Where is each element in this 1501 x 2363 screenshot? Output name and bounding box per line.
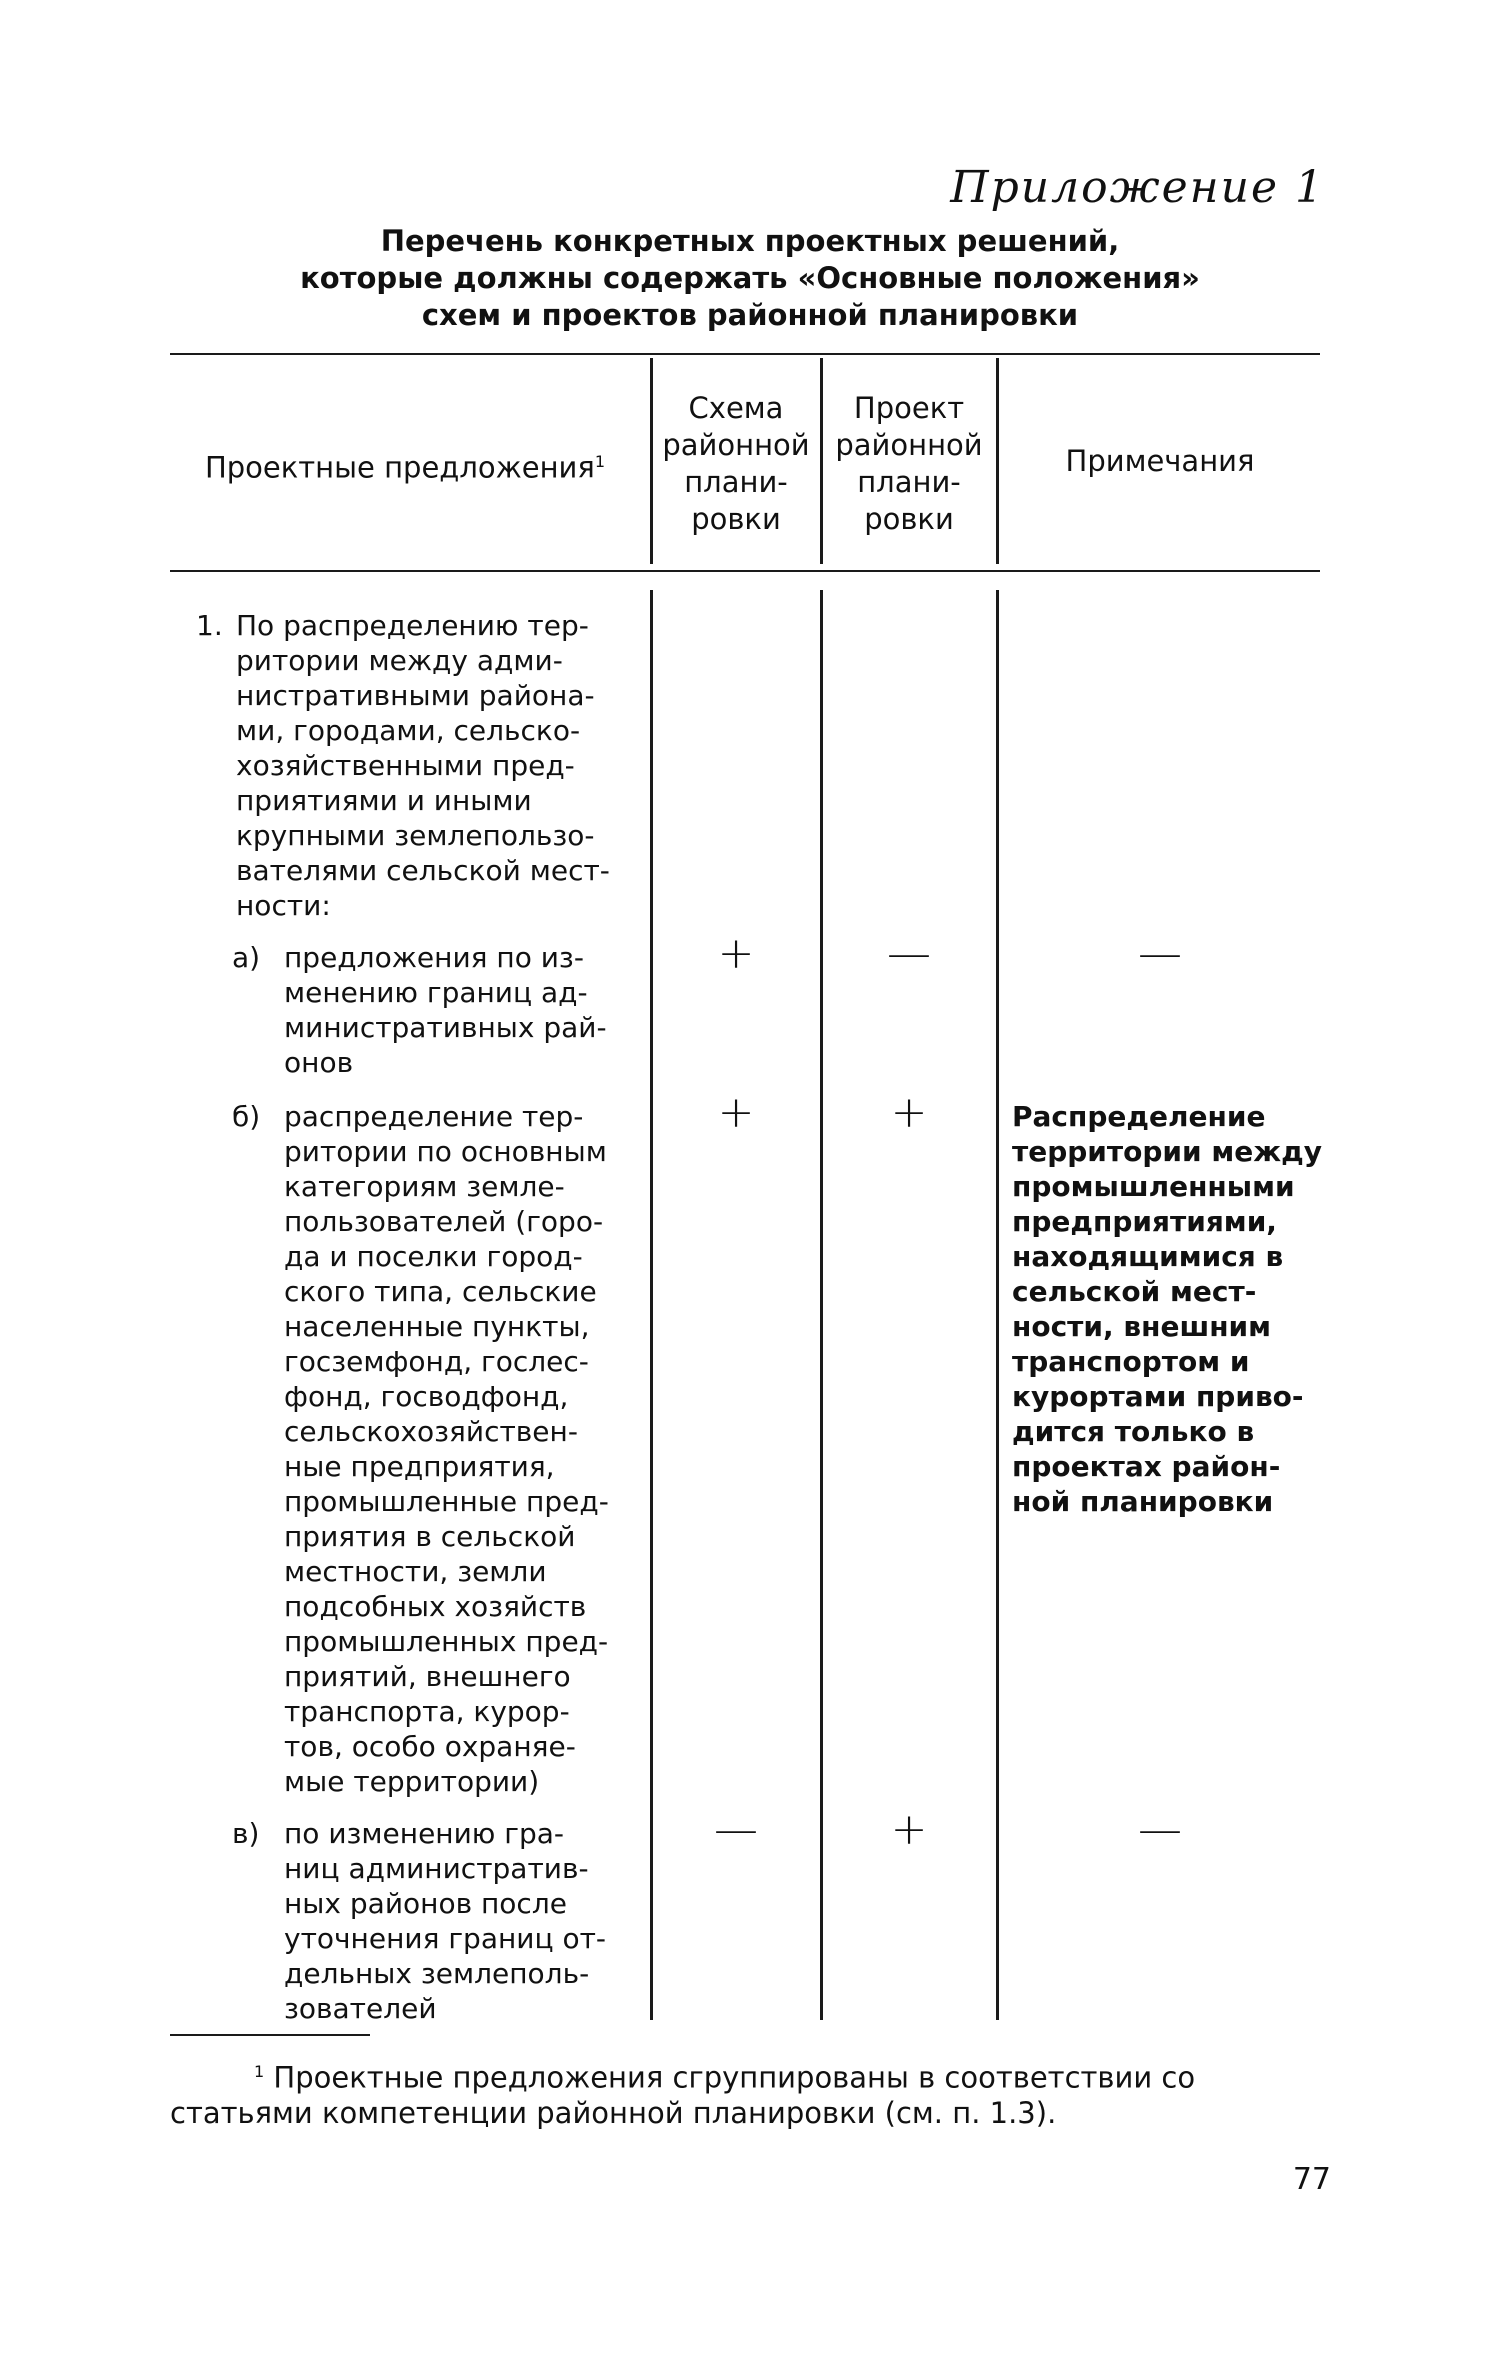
note-line: проектах район- (1012, 1450, 1281, 1483)
row-b-scheme-mark: + (717, 1087, 755, 1138)
footnote-mark: 1 (254, 2062, 265, 2081)
row-marker: в) (232, 1817, 260, 1850)
row-c-note: — (1138, 1804, 1182, 1855)
row-c-scheme-mark: — (714, 1804, 758, 1855)
title-line-2: которые должны содержать «Основные положения» (300, 261, 1200, 295)
table-row-c (232, 1816, 640, 2026)
row-line: категориям земле- (284, 1170, 565, 1203)
row-line: онов (284, 1046, 354, 1079)
row-line: промышленных пред- (284, 1625, 609, 1658)
row-line: предложения по из- (284, 941, 584, 974)
header-scheme-line: плани- (684, 465, 788, 499)
footnote (170, 2054, 1330, 2131)
note-line: промышленными (1012, 1170, 1295, 1203)
row-line: ского типа, сельские (284, 1275, 597, 1308)
note-line: находящимися в (1012, 1240, 1284, 1273)
header-footnote-mark: 1 (594, 452, 606, 471)
appendix-label: Приложение 1 (950, 162, 1325, 213)
section-1-text (196, 608, 640, 923)
row-line: фонд, госводфонд, (284, 1380, 569, 1413)
table-top-rule (170, 353, 1320, 355)
row-c-project-mark: + (890, 1804, 928, 1855)
row-marker: б) (232, 1100, 261, 1133)
row-line: менению границ ад- (284, 976, 588, 1009)
table-row-a (232, 940, 640, 1080)
row-line: дельных землеполь- (284, 1957, 590, 1990)
row-line: да и поселки город- (284, 1240, 583, 1273)
footnote-line-1 (170, 2054, 1330, 2096)
header-scheme-line: Схема (688, 391, 784, 425)
row-text (232, 1816, 640, 2026)
note-line: ной планировки (1012, 1485, 1274, 1518)
header-notes: Примечания (1065, 444, 1255, 478)
note-line: территории между (1012, 1135, 1323, 1168)
note-line: Распределение (1012, 1100, 1266, 1133)
row-line: тов, особо охраняе- (284, 1730, 576, 1763)
section-1-number: 1. (196, 609, 223, 642)
note-line: транспортом и (1012, 1345, 1250, 1378)
row-a-scheme-mark: + (717, 928, 755, 979)
body-separator-3 (996, 590, 999, 2020)
row-marker: а) (232, 941, 261, 974)
header-project (824, 390, 994, 538)
section-1-line: ности: (236, 889, 331, 922)
row-line: приятий, внешнего (284, 1660, 571, 1693)
section-1-line: вателями сельской мест- (236, 854, 610, 887)
row-line: мые территории) (284, 1765, 540, 1798)
header-project-line: Проект (853, 391, 965, 425)
header-proposals-label: Проектные предложения (204, 450, 595, 485)
row-line: уточнения границ от- (284, 1922, 606, 1955)
section-1-line: По распределению тер- (236, 609, 589, 642)
header-scheme-line: ровки (691, 502, 781, 536)
header-separator-3 (996, 358, 999, 564)
note-line: курортами приво- (1012, 1380, 1304, 1413)
row-line: транспорта, курор- (284, 1695, 570, 1728)
footnote-rule (170, 2034, 370, 2036)
footnote-line-2: статьями компетенции районной планировки (см. п. 1.3). (170, 2095, 1057, 2130)
row-line: ниц административ- (284, 1852, 589, 1885)
row-text (232, 940, 640, 1080)
section-1-line: ритории между адми- (236, 644, 563, 677)
row-b-note (1012, 1099, 1330, 1519)
row-line: ритории по основным (284, 1135, 607, 1168)
row-line: приятия в сельской (284, 1520, 576, 1553)
row-line: ные предприятия, (284, 1450, 555, 1483)
row-a-note: — (1138, 928, 1182, 979)
section-1-line: приятиями и иными (236, 784, 532, 817)
header-scheme-line: районной (662, 428, 810, 462)
header-scheme (654, 390, 818, 538)
section-1-line: ми, городами, сельско- (236, 714, 581, 747)
row-line: подсобных хозяйств (284, 1590, 587, 1623)
row-line: сельскохозяйствен- (284, 1415, 578, 1448)
note-line: предприятиями, (1012, 1205, 1277, 1238)
header-separator-1 (650, 358, 653, 564)
section-1-line: крупными землепользо- (236, 819, 595, 852)
page-title (170, 223, 1330, 334)
row-text (232, 1099, 640, 1799)
page-number: 77 (1292, 2162, 1331, 2197)
body-separator-2 (820, 590, 823, 2020)
section-1 (196, 608, 640, 923)
section-1-line: нистративными района- (236, 679, 595, 712)
title-line-3: схем и проектов районной планировки (421, 298, 1079, 332)
header-proposals (170, 443, 640, 487)
row-line: населенные пункты, (284, 1310, 590, 1343)
header-project-line: ровки (864, 502, 954, 536)
header-project-line: районной (835, 428, 983, 462)
footnote-text-1: Проектные предложения сгруппированы в соответствии со (273, 2060, 1196, 2095)
table-row-b (232, 1099, 640, 1799)
note-line: дится только в (1012, 1415, 1255, 1448)
title-line-1: Перечень конкретных проектных решений, (380, 224, 1120, 258)
row-b-project-mark: + (890, 1087, 928, 1138)
header-separator-2 (820, 358, 823, 564)
row-line: ных районов после (284, 1887, 567, 1920)
row-line: распределение тер- (284, 1100, 584, 1133)
row-line: пользователей (горо- (284, 1205, 604, 1238)
row-line: зователей (284, 1992, 437, 2025)
table-header-rule (170, 570, 1320, 572)
row-line: местности, земли (284, 1555, 547, 1588)
header-project-line: плани- (857, 465, 961, 499)
body-separator-1 (650, 590, 653, 2020)
note-line: сельской мест- (1012, 1275, 1257, 1308)
section-1-line: хозяйственными пред- (236, 749, 575, 782)
row-line: по изменению гра- (284, 1817, 565, 1850)
row-line: министративных рай- (284, 1011, 607, 1044)
row-line: промышленные пред- (284, 1485, 609, 1518)
note-line: ности, внешним (1012, 1310, 1272, 1343)
row-a-project-mark: — (887, 928, 931, 979)
row-line: госземфонд, гослес- (284, 1345, 589, 1378)
